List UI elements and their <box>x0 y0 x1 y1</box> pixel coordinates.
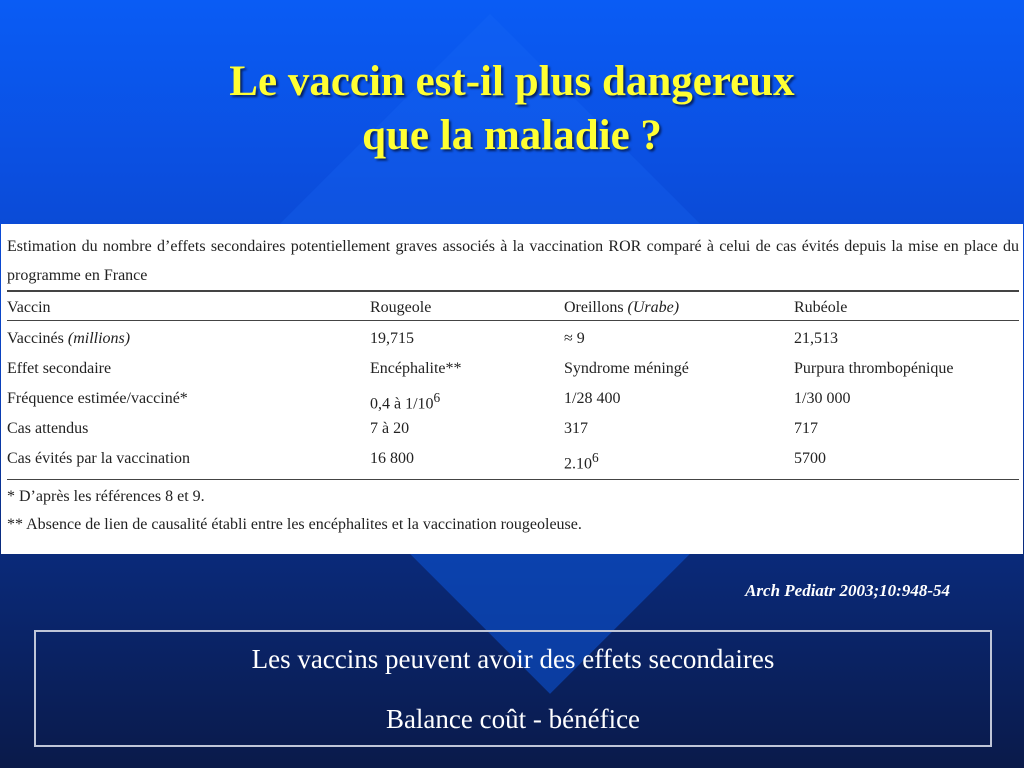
cell-rougeole: 19,715 <box>370 330 414 347</box>
exponent: 6 <box>433 390 441 405</box>
table-row <box>7 360 1019 382</box>
header-oreillons-label: Oreillons <box>564 299 624 316</box>
cell-oreillons: ≈ 9 <box>564 330 585 347</box>
footnote: ** Absence de lien de causalité établi entre les encéphalites et la vaccination rougeoleuse. <box>7 516 582 533</box>
exponent: 6 <box>592 450 599 465</box>
row-label: Cas évités par la vaccination <box>7 450 191 467</box>
cell-oreillons <box>564 450 599 473</box>
table-row <box>7 330 1019 352</box>
header-oreillons-strain: (Urabe) <box>627 299 680 316</box>
cell-rubeole: 717 <box>794 420 818 437</box>
table-bottom-rule <box>7 479 1019 480</box>
table-header-rule <box>7 320 1019 321</box>
table-row <box>7 420 1019 442</box>
table-top-rule <box>7 290 1019 292</box>
table-caption: Estimation du nombre d’effets secondaires potentiellement graves associés à la vaccination ROR comparé à celui de cas évités depuis la mise en place du programme en France <box>7 238 1019 284</box>
cell-oreillons: Syndrome méningé <box>564 360 689 377</box>
cell-oreillons: 1/28 400 <box>564 390 621 407</box>
header-rubeole: Rubéole <box>794 299 848 316</box>
cell-rubeole: Purpura thrombopénique <box>794 360 954 377</box>
cell-oreillons: 317 <box>564 420 588 437</box>
footnote: * D’après les références 8 et 9. <box>7 488 205 505</box>
cell-rubeole: 1/30 000 <box>794 390 851 407</box>
cell-oreillons-value: 2.10 <box>564 455 592 473</box>
table-panel <box>1 224 1023 554</box>
cell-rubeole: 5700 <box>794 450 826 467</box>
slide-title <box>0 55 1024 163</box>
header-oreillons <box>564 299 679 317</box>
row-label-text: Vaccinés <box>7 330 64 347</box>
header-rougeole: Rougeole <box>370 299 432 316</box>
header-vaccin: Vaccin <box>7 299 51 316</box>
cell-rubeole: 21,513 <box>794 330 838 347</box>
table-row <box>7 450 1019 472</box>
table-row <box>7 390 1019 412</box>
row-label-unit: (millions) <box>67 330 131 347</box>
row-label: Effet secondaire <box>7 360 112 377</box>
slide-title-line: Le vaccin est-il plus dangereux <box>229 58 795 105</box>
cell-rougeole <box>370 390 440 413</box>
cell-rougeole: 7 à 20 <box>370 420 410 437</box>
cell-rougeole: Encéphalite** <box>370 360 462 377</box>
row-label: Fréquence estimée/vacciné* <box>7 390 188 407</box>
table-header-row <box>7 299 1019 321</box>
row-label: Cas attendus <box>7 420 89 437</box>
cell-rougeole: 16 800 <box>370 450 414 467</box>
slide-title-line: que la maladie ? <box>362 112 662 159</box>
conclusion-line: Balance coût - bénéfice <box>385 704 641 734</box>
row-label <box>7 330 130 348</box>
conclusion-box <box>34 630 992 747</box>
cell-rougeole-value: 0,4 à 1/10 <box>370 395 434 413</box>
source-reference: Arch Pediatr 2003;10:948-54 <box>745 581 950 600</box>
conclusion-line: Les vaccins peuvent avoir des effets secondaires <box>251 644 775 674</box>
